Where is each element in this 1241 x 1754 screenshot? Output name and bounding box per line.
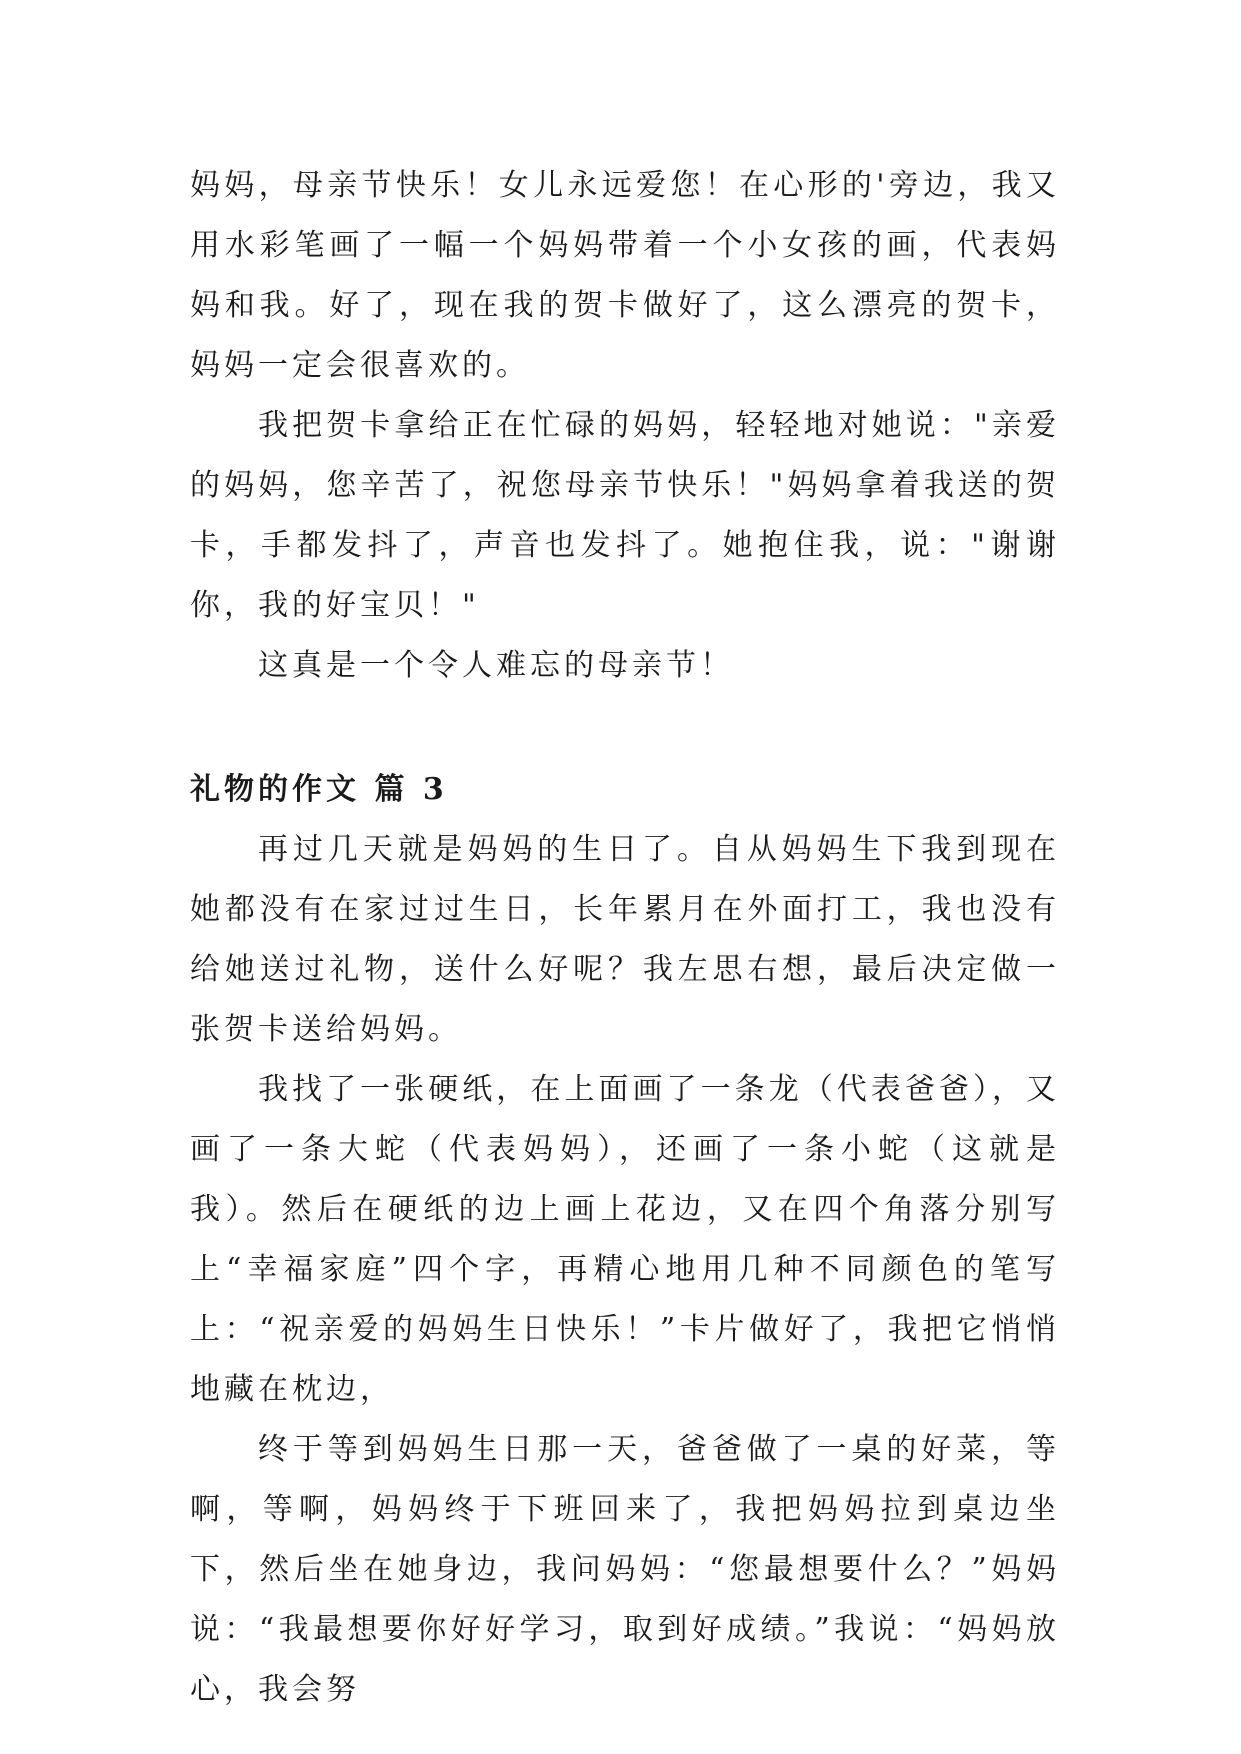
paragraph-section-2: 我找了一张硬纸，在上面画了一条龙（代表爸爸），又画了一条大蛇（代表妈妈），还画了一条小蛇（这就是我）。然后在硬纸的边上画上花边，又在四个角落分别写上“幸福家庭”四个字，再精心地用几种不同颜色的笔写上：“祝亲爱的妈妈生日快乐！”卡片做好了，我把它悄悄地藏在枕边，	[190, 1072, 1060, 1407]
paragraph-continued-2: 我把贺卡拿给正在忙碌的妈妈，轻轻地对她说："亲爱的妈妈，您辛苦了，祝您母亲节快乐！"妈妈拿着我送的贺卡，手都发抖了，声音也发抖了。她抱住我，说："谢谢你，我的好宝贝！"	[190, 408, 1060, 623]
document-page	[190, 156, 1060, 1720]
paragraph-section-3: 终于等到妈妈生日那一天，爸爸做了一桌的好菜，等啊，等啊，妈妈终于下班回来了，我把妈妈拉到桌边坐下，然后坐在她身边，我问妈妈：“您最想要什么？”妈妈说：“我最想要你好好学习，取到好成绩。”我说：“妈妈放心，我会努	[190, 1432, 1060, 1707]
paragraph-continued-3: 这真是一个令人难忘的母亲节！	[258, 648, 734, 683]
paragraph-continued-1: 妈妈，母亲节快乐！女儿永远爱您！在心形的'旁边，我又用水彩笔画了一幅一个妈妈带着一个小女孩的画，代表妈妈和我。好了，现在我的贺卡做好了，这么漂亮的贺卡，妈妈一定会很喜欢的。	[190, 168, 1060, 383]
paragraph-section-1: 再过几天就是妈妈的生日了。自从妈妈生下我到现在她都没有在家过过生日，长年累月在外面打工，我也没有给她送过礼物，送什么好呢？我左思右想，最后决定做一张贺卡送给妈妈。	[190, 832, 1060, 1047]
section-heading: 礼物的作文 篇 3	[190, 772, 448, 807]
